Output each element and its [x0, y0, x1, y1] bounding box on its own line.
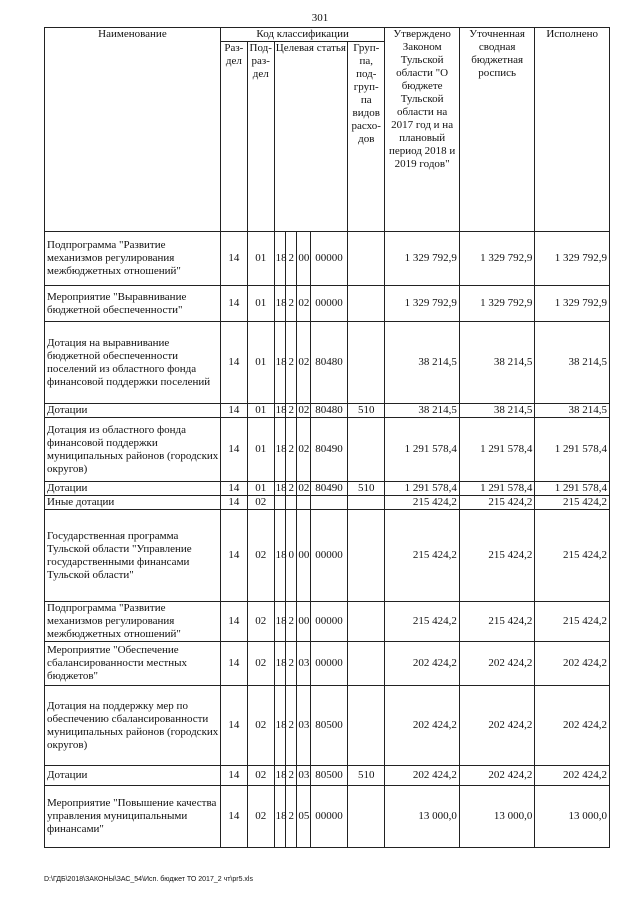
- executed-cell: 1 291 578,4: [535, 418, 610, 482]
- target-direction-cell: 80500: [310, 686, 347, 766]
- approved-cell: 1 329 792,9: [385, 232, 459, 286]
- target-direction-cell: 80490: [310, 418, 347, 482]
- header-refined: Уточненная сводная бюджетная роспись: [459, 28, 535, 232]
- target-program-cell: 18: [274, 642, 285, 686]
- expense-group-cell: 510: [348, 482, 385, 496]
- refined-cell: 1 329 792,9: [459, 286, 535, 322]
- target-subprogram-cell: 2: [286, 404, 297, 418]
- target-direction-cell: 00000: [310, 232, 347, 286]
- executed-cell: 38 214,5: [535, 404, 610, 418]
- row-name: Мероприятие "Обеспечение сбалансированности местных бюджетов": [45, 642, 221, 686]
- approved-cell: 13 000,0: [385, 786, 459, 848]
- target-program-cell: 18: [274, 232, 285, 286]
- target-subprogram-cell: 2: [286, 482, 297, 496]
- target-direction-cell: 80480: [310, 322, 347, 404]
- table-body: [45, 232, 610, 848]
- target-program-cell: 18: [274, 322, 285, 404]
- target-program-cell: 18: [274, 286, 285, 322]
- row-name: Дотации: [45, 482, 221, 496]
- executed-cell: 202 424,2: [535, 686, 610, 766]
- expense-group-cell: [348, 496, 385, 510]
- refined-cell: 13 000,0: [459, 786, 535, 848]
- podrazdel-cell: 01: [247, 286, 274, 322]
- podrazdel-cell: 02: [247, 510, 274, 602]
- target-direction-cell: 00000: [310, 642, 347, 686]
- refined-cell: 215 424,2: [459, 602, 535, 642]
- razdel-cell: 14: [220, 766, 247, 786]
- approved-cell: 1 329 792,9: [385, 286, 459, 322]
- podrazdel-cell: 01: [247, 322, 274, 404]
- podrazdel-cell: 02: [247, 642, 274, 686]
- approved-cell: 38 214,5: [385, 404, 459, 418]
- podrazdel-cell: 02: [247, 766, 274, 786]
- target-subprogram-cell: 2: [286, 232, 297, 286]
- budget-table: [44, 27, 610, 848]
- target-subprogram-cell: 0: [286, 510, 297, 602]
- target-program-cell: 18: [274, 418, 285, 482]
- approved-cell: 202 424,2: [385, 686, 459, 766]
- approved-cell: 1 291 578,4: [385, 482, 459, 496]
- expense-group-cell: [348, 786, 385, 848]
- expense-group-cell: [348, 232, 385, 286]
- target-event-cell: 03: [297, 642, 310, 686]
- executed-cell: 1 329 792,9: [535, 232, 610, 286]
- target-event-cell: 00: [297, 232, 310, 286]
- razdel-cell: 14: [220, 602, 247, 642]
- approved-cell: 38 214,5: [385, 322, 459, 404]
- podrazdel-cell: 01: [247, 404, 274, 418]
- target-direction-cell: 80500: [310, 766, 347, 786]
- executed-cell: 202 424,2: [535, 766, 610, 786]
- razdel-cell: 14: [220, 482, 247, 496]
- podrazdel-cell: 02: [247, 496, 274, 510]
- target-subprogram-cell: 2: [286, 642, 297, 686]
- podrazdel-cell: 02: [247, 686, 274, 766]
- table-row: [45, 482, 610, 496]
- row-name: Дотации: [45, 766, 221, 786]
- executed-cell: 38 214,5: [535, 322, 610, 404]
- row-name: Дотация из областного фонда финансовой поддержки муниципальных районов (городских округов): [45, 418, 221, 482]
- target-event-cell: 00: [297, 510, 310, 602]
- target-subprogram-cell: [286, 496, 297, 510]
- target-direction-cell: 00000: [310, 510, 347, 602]
- executed-cell: 1 329 792,9: [535, 286, 610, 322]
- target-subprogram-cell: 2: [286, 418, 297, 482]
- podrazdel-cell: 01: [247, 482, 274, 496]
- refined-cell: 215 424,2: [459, 496, 535, 510]
- expense-group-cell: [348, 686, 385, 766]
- target-event-cell: 02: [298, 404, 310, 416]
- header-executed: Исполнено: [535, 28, 610, 232]
- target-subprogram-cell: 2: [286, 766, 297, 786]
- file-path-footer: D:\ГДБ\2018\ЗАКОНЫ\ЗАС_54\Исп. бюджет ТО 2017_2 чт\pr5.xls: [44, 876, 253, 883]
- razdel-cell: 14: [220, 322, 247, 404]
- refined-cell: 202 424,2: [459, 766, 535, 786]
- refined-cell: 202 424,2: [459, 642, 535, 686]
- target-event-cell: 02: [297, 322, 310, 404]
- target-program-cell: [274, 496, 285, 510]
- approved-cell: 215 424,2: [385, 602, 459, 642]
- target-program-cell: 18: [274, 686, 285, 766]
- expense-group-cell: [348, 418, 385, 482]
- razdel-cell: 14: [220, 232, 247, 286]
- row-name: Мероприятие "Повышение качества управления муниципальными финансами": [45, 786, 221, 848]
- table-row: [45, 232, 610, 286]
- page-number: 301: [311, 12, 329, 24]
- target-event-cell: 03: [297, 686, 310, 766]
- table-row: [45, 786, 610, 848]
- target-event-cell: [297, 496, 310, 510]
- target-subprogram-cell: 2: [286, 686, 297, 766]
- target-event-cell: 03: [297, 766, 310, 786]
- refined-cell: 38 214,5: [459, 404, 535, 418]
- podrazdel-cell: 02: [247, 786, 274, 848]
- table-row: [45, 642, 610, 686]
- header-name: Наименование: [45, 28, 221, 232]
- target-direction-cell: 80490: [310, 482, 347, 496]
- expense-group-cell: [348, 286, 385, 322]
- refined-cell: 38 214,5: [459, 322, 535, 404]
- podrazdel-cell: 01: [247, 418, 274, 482]
- expense-group-cell: [348, 322, 385, 404]
- table-row: [45, 686, 610, 766]
- header-code: Код классификации: [220, 28, 385, 42]
- target-direction-cell: 80480: [310, 404, 347, 418]
- target-direction-cell: 00000: [310, 602, 347, 642]
- target-event-cell: 05: [297, 786, 310, 848]
- target-direction-cell: 00000: [310, 786, 347, 848]
- expense-group-cell: [348, 642, 385, 686]
- target-program-cell: 18: [275, 482, 287, 494]
- refined-cell: 1 291 578,4: [459, 482, 535, 496]
- table-row: [45, 322, 610, 404]
- target-program-cell: 18: [274, 510, 285, 602]
- target-subprogram-cell: 2: [286, 602, 297, 642]
- target-direction-cell: 00000: [310, 286, 347, 322]
- refined-cell: 215 424,2: [459, 510, 535, 602]
- razdel-cell: 14: [220, 496, 247, 510]
- row-name: Иные дотации: [45, 496, 221, 510]
- header-podrazdel: Под-раз-дел: [247, 42, 274, 232]
- refined-cell: 1 329 792,9: [459, 232, 535, 286]
- refined-cell: 202 424,2: [459, 686, 535, 766]
- executed-cell: 215 424,2: [535, 496, 610, 510]
- expense-group-cell: 510: [348, 766, 385, 786]
- podrazdel-cell: 01: [247, 232, 274, 286]
- approved-cell: 215 424,2: [385, 496, 459, 510]
- expense-group-cell: [348, 602, 385, 642]
- approved-cell: 1 291 578,4: [385, 418, 459, 482]
- table-row: [45, 510, 610, 602]
- podrazdel-cell: 02: [247, 602, 274, 642]
- row-name: Дотация на поддержку мер по обеспечению сбалансированности муниципальных районов (городских округов): [45, 686, 221, 766]
- header-razdel: Раз-дел: [220, 42, 247, 232]
- target-program-cell: 18: [274, 786, 285, 848]
- table-row: [45, 766, 610, 786]
- row-name: Государственная программа Тульской области "Управление государственными финансами Тульской области": [45, 510, 221, 602]
- header-celevaya: Целевая статья: [274, 42, 347, 232]
- target-event-cell: 02: [297, 286, 310, 322]
- razdel-cell: 14: [220, 786, 247, 848]
- executed-cell: 215 424,2: [535, 602, 610, 642]
- razdel-cell: 14: [220, 642, 247, 686]
- target-event-cell: 00: [297, 602, 310, 642]
- target-program-cell: 18: [274, 766, 285, 786]
- razdel-cell: 14: [220, 418, 247, 482]
- expense-group-cell: [348, 510, 385, 602]
- target-program-cell: 18: [275, 404, 287, 416]
- refined-cell: 1 291 578,4: [459, 418, 535, 482]
- table-row: [45, 602, 610, 642]
- executed-cell: 13 000,0: [535, 786, 610, 848]
- target-subprogram-cell: 2: [286, 322, 297, 404]
- executed-cell: 202 424,2: [535, 642, 610, 686]
- header-gruppa: Груп-па, под-груп-па видов расхо-дов: [348, 42, 385, 232]
- approved-cell: 202 424,2: [385, 642, 459, 686]
- target-subprogram-cell: 2: [286, 786, 297, 848]
- header-approved: Утверждено Законом Тульской области "О бюджете Тульской области на 2017 год и на плановый период 2018 и 2019 годов": [385, 28, 459, 232]
- razdel-cell: 14: [220, 404, 247, 418]
- table-row: [45, 418, 610, 482]
- table-row: [45, 496, 610, 510]
- approved-cell: 202 424,2: [385, 766, 459, 786]
- row-name: Дотации: [45, 404, 221, 418]
- razdel-cell: 14: [220, 510, 247, 602]
- target-program-cell: 18: [274, 602, 285, 642]
- target-event-cell: 02: [298, 482, 310, 494]
- target-event-cell: 02: [297, 418, 310, 482]
- executed-cell: 215 424,2: [535, 510, 610, 602]
- row-name: Подпрограмма "Развитие механизмов регулирования межбюджетных отношений": [45, 602, 221, 642]
- target-direction-cell: [310, 496, 347, 510]
- expense-group-cell: 510: [348, 404, 385, 418]
- razdel-cell: 14: [220, 686, 247, 766]
- row-name: Мероприятие "Выравнивание бюджетной обеспеченности": [45, 286, 221, 322]
- row-name: Подпрограмма "Развитие механизмов регулирования межбюджетных отношений": [45, 232, 221, 286]
- approved-cell: 215 424,2: [385, 510, 459, 602]
- razdel-cell: 14: [220, 286, 247, 322]
- row-name: Дотация на выравнивание бюджетной обеспеченности поселений из областного фонда финансовой поддержки поселений: [45, 322, 221, 404]
- table-row: [45, 404, 610, 418]
- target-subprogram-cell: 2: [286, 286, 297, 322]
- table-row: [45, 286, 610, 322]
- executed-cell: 1 291 578,4: [535, 482, 610, 496]
